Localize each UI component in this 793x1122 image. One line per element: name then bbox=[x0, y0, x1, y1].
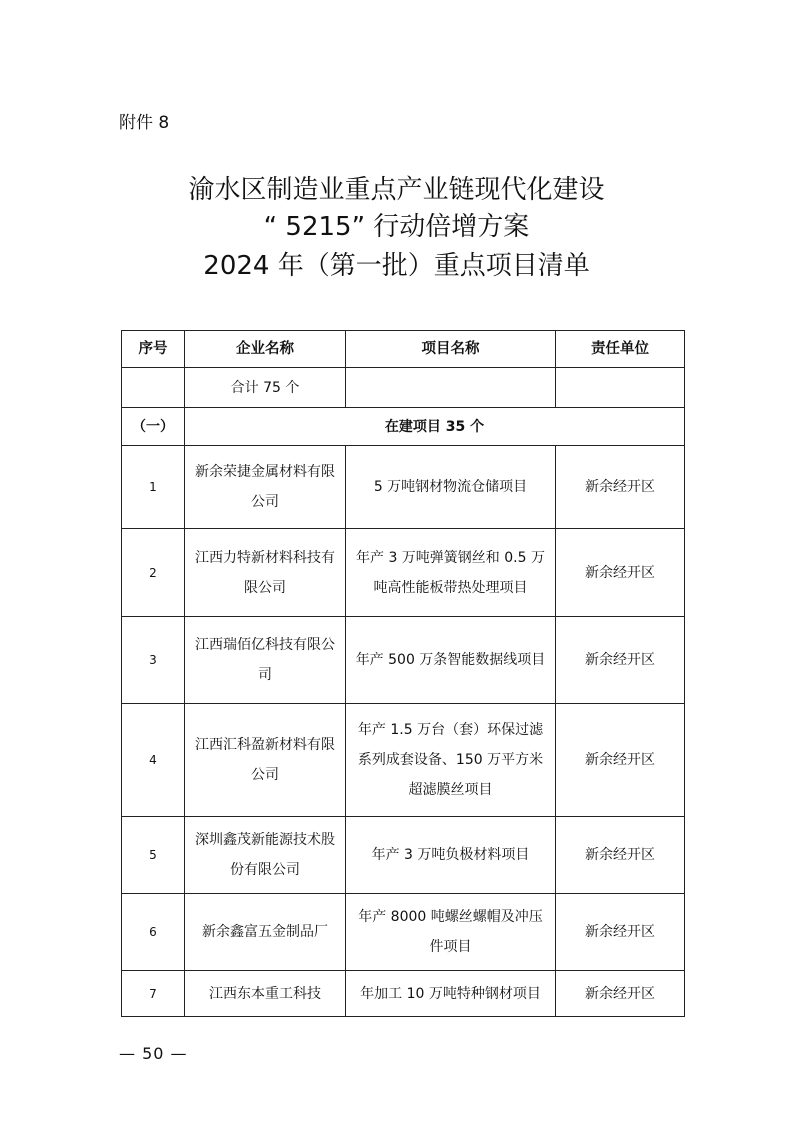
table-row bbox=[122, 446, 685, 529]
table-row bbox=[122, 617, 685, 704]
responsible-unit: 新余经开区 bbox=[556, 529, 685, 617]
title-line-2: “ 5215” 行动倍增方案 bbox=[263, 212, 530, 242]
responsible-unit: 新余经开区 bbox=[556, 817, 685, 894]
header-unit: 责任单位 bbox=[556, 331, 685, 368]
attachment-label: 附件 8 bbox=[119, 113, 170, 133]
title-line-1: 渝水区制造业重点产业链现代化建设 bbox=[188, 175, 605, 205]
project-name: 5 万吨钢材物流仓储项目 bbox=[346, 446, 556, 529]
table-row bbox=[122, 529, 685, 617]
responsible-unit: 新余经开区 bbox=[556, 971, 685, 1017]
company-name: 江西力特新材料科技有限公司 bbox=[185, 529, 346, 617]
responsible-unit: 新余经开区 bbox=[556, 446, 685, 529]
company-name: 新余鑫富五金制品厂 bbox=[185, 894, 346, 971]
project-name: 年加工 10 万吨特种钢材项目 bbox=[346, 971, 556, 1017]
row-number: 1 bbox=[122, 446, 185, 529]
project-name: 年产 8000 吨螺丝螺帽及冲压件项目 bbox=[346, 894, 556, 971]
project-name: 年产 500 万条智能数据线项目 bbox=[346, 617, 556, 704]
title-line-3: 2024 年（第一批）重点项目清单 bbox=[203, 251, 590, 281]
total-label: 合计 75 个 bbox=[185, 368, 346, 408]
table-row bbox=[122, 704, 685, 817]
section-row bbox=[122, 408, 685, 446]
project-table bbox=[121, 330, 685, 1017]
total-no-cell bbox=[122, 368, 185, 408]
row-number: 4 bbox=[122, 704, 185, 817]
project-name: 年产 3 万吨负极材料项目 bbox=[346, 817, 556, 894]
section-label: 在建项目 35 个 bbox=[185, 408, 685, 446]
table-row bbox=[122, 894, 685, 971]
section-number: （一） bbox=[122, 408, 185, 446]
company-name: 江西瑞佰亿科技有限公司 bbox=[185, 617, 346, 704]
header-project: 项目名称 bbox=[346, 331, 556, 368]
row-number: 3 bbox=[122, 617, 185, 704]
row-number: 7 bbox=[122, 971, 185, 1017]
responsible-unit: 新余经开区 bbox=[556, 617, 685, 704]
project-name: 年产 3 万吨弹簧钢丝和 0.5 万吨高性能板带热处理项目 bbox=[346, 529, 556, 617]
company-name: 江西汇科盈新材料有限公司 bbox=[185, 704, 346, 817]
table-row bbox=[122, 817, 685, 894]
table-header-row bbox=[122, 331, 685, 368]
responsible-unit: 新余经开区 bbox=[556, 894, 685, 971]
project-name: 年产 1.5 万台（套）环保过滤系列成套设备、150 万平方米超滤膜丝项目 bbox=[346, 704, 556, 817]
table-row bbox=[122, 971, 685, 1017]
header-company: 企业名称 bbox=[185, 331, 346, 368]
company-name: 深圳鑫茂新能源技术股份有限公司 bbox=[185, 817, 346, 894]
page-number: — 50 — bbox=[119, 1044, 188, 1063]
company-name: 新余荣捷金属材料有限公司 bbox=[185, 446, 346, 529]
row-number: 6 bbox=[122, 894, 185, 971]
total-project-cell bbox=[346, 368, 556, 408]
responsible-unit: 新余经开区 bbox=[556, 704, 685, 817]
row-number: 5 bbox=[122, 817, 185, 894]
row-number: 2 bbox=[122, 529, 185, 617]
total-row bbox=[122, 368, 685, 408]
total-unit-cell bbox=[556, 368, 685, 408]
header-no: 序号 bbox=[122, 331, 185, 368]
company-name: 江西东本重工科技 bbox=[185, 971, 346, 1017]
